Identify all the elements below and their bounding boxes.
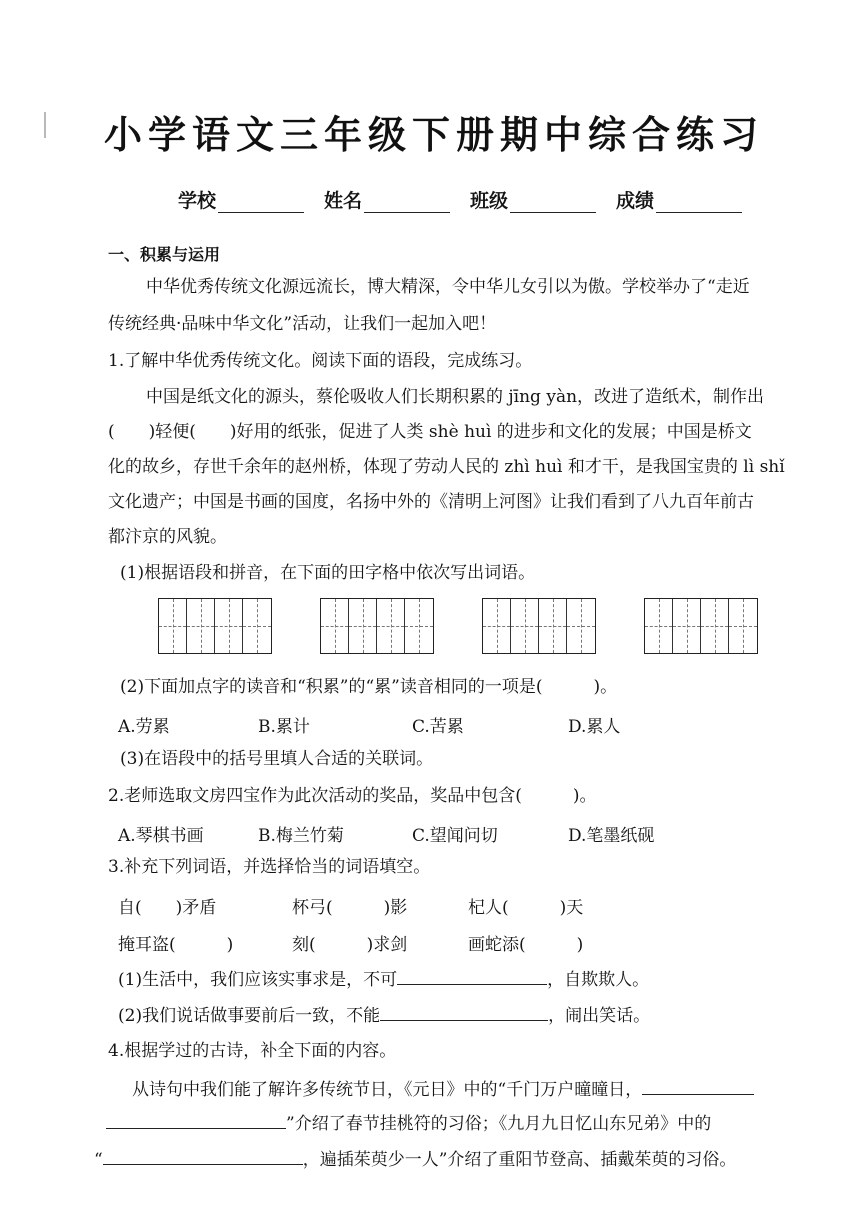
writing-grid-4[interactable] [644, 598, 758, 654]
idiom-6: 画蛇添( ) [468, 935, 584, 955]
grid-cell[interactable] [539, 599, 567, 653]
question-3-sub-2 [118, 1002, 650, 1027]
name-blank[interactable] [364, 190, 450, 213]
q4-blank-3[interactable] [103, 1146, 303, 1165]
q3-sub2-end: ，闹出笑话。 [548, 1006, 651, 1026]
idiom-4: 掩耳盗( ) [118, 935, 234, 955]
class-field [470, 186, 596, 213]
question-1-sub-1: (1)根据语段和拼音，在下面的田字格中依次写出词语。 [120, 563, 536, 583]
q3-sub2-blank[interactable] [380, 1002, 548, 1021]
page-title: 小学语文三年级下册期中综合练习 [103, 113, 764, 157]
grid-cell[interactable] [405, 599, 433, 653]
passage-line-5: 都汴京的风貌。 [108, 527, 227, 547]
writing-grid-2[interactable] [320, 598, 434, 654]
q4-line-1-text: 从诗句中我们能了解许多传统节日，《元日》中的“千门万户曈曈日， [132, 1080, 643, 1100]
q4-blank-1[interactable] [642, 1076, 754, 1095]
score-label: 成绩 [616, 190, 655, 212]
q3-sub1-end: ，自欺欺人。 [547, 970, 650, 990]
q4-open-quote: “ [94, 1150, 103, 1170]
grid-cell[interactable] [673, 599, 701, 653]
q3-sub2-text: (2)我们说话做事要前后一致，不能 [118, 1006, 381, 1026]
question-4-stem: 4.根据学过的古诗，补全下面的内容。 [108, 1041, 397, 1061]
section-heading: 一、积累与运用 [108, 245, 221, 264]
question-1-sub-3: (3)在语段中的括号里填人合适的关联词。 [120, 749, 434, 769]
writing-grid-3[interactable] [482, 598, 596, 654]
q4-line-3-text: ，遍插茱萸少一人”介绍了重阳节登高、插戴茱萸的习俗。 [302, 1150, 737, 1170]
sub2-option-c[interactable]: C.苦累 [412, 717, 464, 737]
school-label: 学校 [178, 190, 217, 212]
grid-cell[interactable] [645, 599, 673, 653]
intro-line-2: 传统经典·品味中华文化”活动，让我们一起加入吧！ [108, 314, 497, 334]
passage-line-2: ( )轻便( )好用的纸张，促进了人类 shè huì 的进步和文化的发展；中国是桥文 [108, 422, 752, 442]
question-2-stem: 2.老师选取文房四宝作为此次活动的奖品，奖品中包含( )。 [108, 786, 597, 806]
q4-line-2-text: ”介绍了春节挂桃符的习俗；《九月九日忆山东兄弟》中的 [286, 1114, 712, 1134]
sub2-option-b[interactable]: B.累计 [258, 717, 310, 737]
question-1-stem: 1.了解中华优秀传统文化。阅读下面的语段，完成练习。 [108, 351, 533, 371]
question-3-sub-1 [118, 966, 649, 991]
student-info-row [178, 186, 778, 213]
grid-cell[interactable] [243, 599, 271, 653]
q4-blank-2[interactable] [106, 1110, 286, 1129]
intro-line-1: 中华优秀传统文化源远流长，博大精深，令中华儿女引以为傲。学校举办了“走近 [146, 277, 750, 297]
score-blank[interactable] [656, 190, 742, 213]
q4-line-3 [94, 1146, 736, 1171]
score-field [616, 186, 742, 213]
grid-cell[interactable] [321, 599, 349, 653]
q2-option-b[interactable]: B.梅兰竹菊 [258, 826, 344, 846]
grid-cell[interactable] [511, 599, 539, 653]
q3-sub1-text: (1)生活中，我们应该实事求是，不可 [118, 970, 398, 990]
grid-cell[interactable] [377, 599, 405, 653]
grid-cell[interactable] [729, 599, 757, 653]
q3-sub1-blank[interactable] [397, 966, 547, 985]
question-3-stem: 3.补充下列词语，并选择恰当的词语填空。 [108, 857, 431, 877]
q2-option-c[interactable]: C.望闻问切 [412, 826, 498, 846]
grid-cell[interactable] [215, 599, 243, 653]
class-blank[interactable] [510, 190, 596, 213]
name-field [324, 186, 450, 213]
idiom-5: 刻( )求剑 [292, 935, 408, 955]
sub2-option-a[interactable]: A.劳累 [118, 717, 170, 737]
writing-grid-1[interactable] [158, 598, 272, 654]
idiom-2: 杯弓( )影 [292, 898, 408, 918]
grid-cell[interactable] [187, 599, 215, 653]
passage-line-4: 文化遗产；中国是书画的国度，名扬中外的《清明上河图》让我们看到了八九百年前古 [108, 492, 754, 512]
grid-cell[interactable] [159, 599, 187, 653]
q4-line-2 [106, 1110, 711, 1135]
grid-cell[interactable] [349, 599, 377, 653]
idiom-1: 自( )矛盾 [118, 898, 217, 918]
name-label: 姓名 [324, 190, 363, 212]
grid-cell[interactable] [701, 599, 729, 653]
sub2-option-d[interactable]: D.累人 [568, 717, 621, 737]
class-label: 班级 [470, 190, 509, 212]
school-blank[interactable] [218, 190, 304, 213]
passage-line-3: 化的故乡，存世千余年的赵州桥，体现了劳动人民的 zhì huì 和才干，是我国宝贵的 lì shǐ [108, 457, 785, 477]
q4-line-1 [132, 1076, 754, 1101]
grid-cell[interactable] [567, 599, 595, 653]
question-1-sub-2: (2)下面加点字的读音和“积累”的“累”读音相同的一项是( )。 [120, 677, 618, 697]
passage-line-1: 中国是纸文化的源头，蔡伦吸收人们长期积累的 jīng yàn，改进了造纸术，制作出 [146, 387, 765, 407]
grid-cell[interactable] [483, 599, 511, 653]
school-field [178, 186, 304, 213]
q2-option-a[interactable]: A.琴棋书画 [118, 826, 204, 846]
idiom-3: 杞人( )天 [468, 898, 584, 918]
q2-option-d[interactable]: D.笔墨纸砚 [568, 826, 655, 846]
